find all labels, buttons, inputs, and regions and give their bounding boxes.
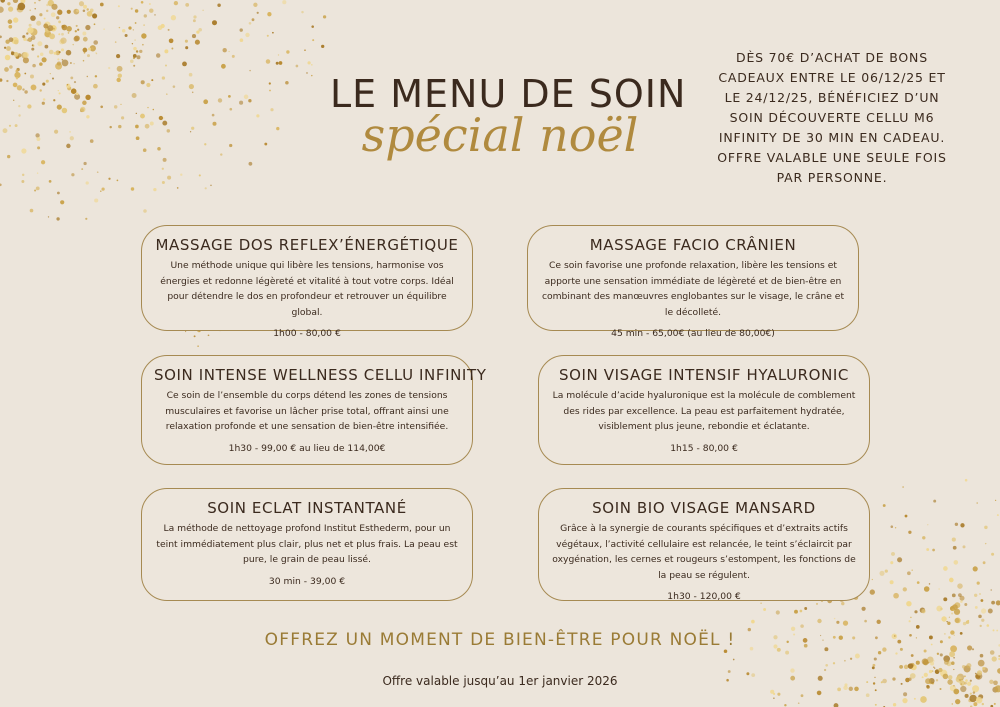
footer-headline: OFFREZ UN MOMENT DE BIEN-ÊTRE POUR NOËL ! [264,630,736,650]
service-description: Une méthode unique qui libère les tensions, harmonise vos énergies et redonne légèreté et vitalité à tout votre corps. Idéal pour détendre le dos en profondeur et retrouver un équilibre global. [160,260,454,318]
service-card-facio-cranien [527,225,859,339]
service-title: SOIN BIO VISAGE MANSARD [592,499,816,517]
service-price: 1h30 - 120,00 € [667,591,741,602]
service-card-hyaluronic [538,355,870,465]
service-price: 1h00 - 80,00 € [273,328,341,339]
service-description: Grâce à la synergie de courants spécifiques et d’extraits actifs végétaux, l’activité cellulaire est relancée, le teint s’éclaircit par oxygénation, les cernes et rougeurs s’estompent, les fonctions de la peau se régulent. [552,523,856,581]
service-card-massage-dos [141,225,473,339]
service-price: 1h30 - 99,00 € au lieu de 114,00€ [228,442,386,454]
service-description: La méthode de nettoyage profond Institut Esthederm, pour un teint immédiatement plus clair, plus net et plus frais. La peau est pure, le grain de peau lissé. [156,523,458,565]
service-title: MASSAGE DOS REFLEX’ÉNERGÉTIQUE [155,236,459,254]
service-card-eclat-instantane [141,488,473,601]
service-title: SOIN INTENSE WELLNESS CELLU INFINITY [154,366,487,384]
service-description: La molécule d’acide hyaluronique est la molécule de comblement des rides par excellence. La peau est parfaitement hydratée, visiblement plus jeune, rebondie et éclatante. [552,390,856,432]
service-description: Ce soin favorise une profonde relaxation, libère les tensions et apporte une sensation immédiate de légèreté et de bien-être en combinant des manœuvres englobantes sur le visage, le crâne et le décolleté. [541,260,845,318]
service-price: 1h15 - 80,00 € [670,442,738,454]
service-title: MASSAGE FACIO CRÂNIEN [589,236,797,254]
service-price: 45 min - 65,00€ (au lieu de 80,00€) [611,328,775,339]
service-price: 30 min - 39,00 € [268,575,346,587]
page-subtitle: spécial noël [361,108,639,162]
service-card-wellness-cellu [141,355,487,465]
footer-validity-note: Offre valable jusqu’au 1er janvier 2026 [382,674,618,688]
service-card-bio-mansard [538,488,870,601]
promo-text: DÈS 70€ D’ACHAT DE BONS CADEAUX ENTRE LE 06/12/25 ET LE 24/12/25, BÉNÉFICIEZ D’UN SOIN DÉCOUVERTE CELLU M6 INFINITY DE 30 MIN EN CADEAU. OFFRE VALABLE UNE SEULE FOIS PAR PERSONNE. [717,50,947,185]
service-title: SOIN VISAGE INTENSIF HYALURONIC [558,366,849,384]
service-description: Ce soin de l’ensemble du corps détend les zones de tensions musculaires et favorise un lâcher prise total, offrant ainsi une relaxation profonde et une sensation de bien-être intensifiée. [165,390,449,432]
page-title: LE MENU DE SOIN [330,72,687,116]
service-title: SOIN ECLAT INSTANTANÉ [207,499,407,517]
